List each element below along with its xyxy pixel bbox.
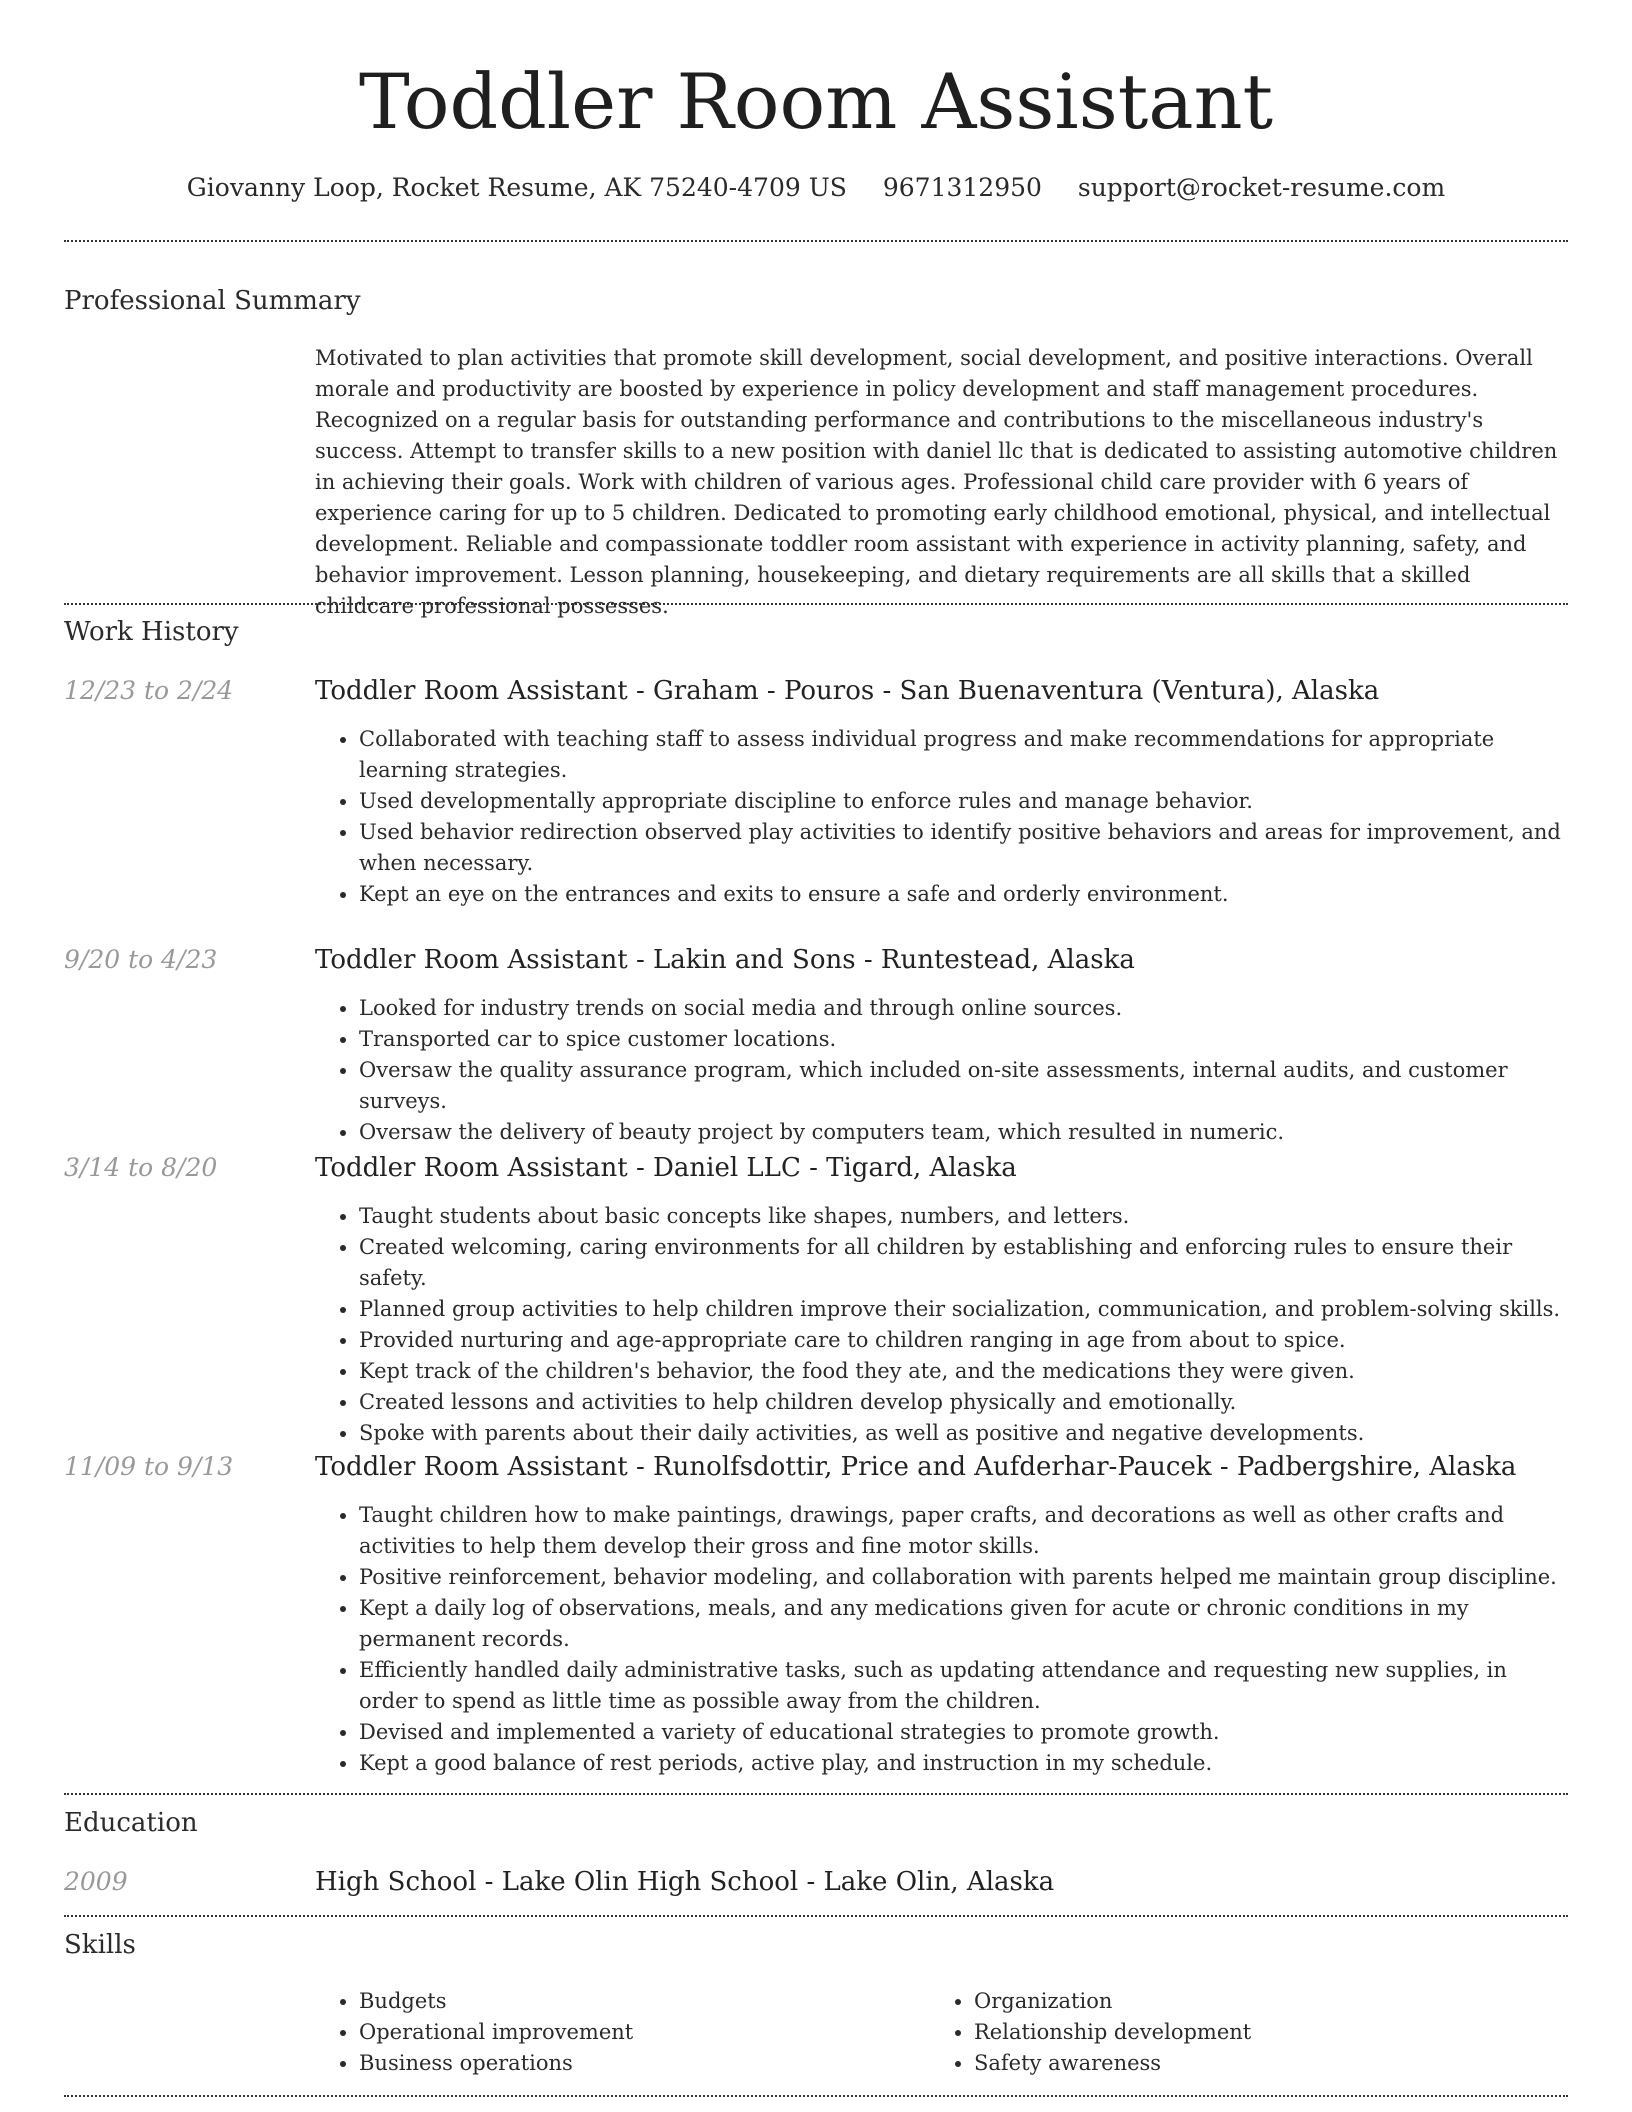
skills-list-right [930, 1986, 1568, 2079]
contact-line [0, 170, 1632, 206]
job-title: Toddler Room Assistant - Lakin and Sons - Runtestead, Alaska [315, 945, 1135, 975]
divider [64, 1793, 1568, 1795]
list-item: • Kept track of the children's behavior, the food they ate, and the medications they were given. [359, 1356, 1568, 1387]
list-item: • Efficiently handled daily administrative tasks, such as updating attendance and requesting new supplies, in order to spend as little time as possible away from the children. [359, 1655, 1568, 1717]
job-title: Toddler Room Assistant - Daniel LLC - Tigard, Alaska [315, 1153, 1017, 1183]
list-item: • Created welcoming, caring environments for all children by establishing and enforcing rules to ensure their safety. [359, 1232, 1568, 1294]
list-item: • Used behavior redirection observed play activities to identify positive behaviors and areas for improvement, and when necessary. [359, 817, 1568, 879]
job-dates: 3/14 to 8/20 [64, 1153, 218, 1182]
education-year: 2009 [64, 1867, 128, 1896]
skills-list-left [315, 1986, 915, 2079]
list-item: • Oversaw the delivery of beauty project by computers team, which resulted in numeric. [359, 1117, 1568, 1148]
list-item: • Provided nurturing and age-appropriate care to children ranging in age from about to spice. [359, 1325, 1568, 1356]
job-bullets [315, 1500, 1568, 1779]
divider [64, 2095, 1568, 2097]
skill-item: • Relationship development [974, 2017, 1568, 2048]
divider [64, 240, 1568, 242]
skill-item: • Business operations [359, 2048, 915, 2079]
job-dates: 12/23 to 2/24 [64, 676, 234, 705]
list-item: • Used developmentally appropriate discipline to enforce rules and manage behavior. [359, 786, 1568, 817]
contact-address: Giovanny Loop, Rocket Resume, AK 75240-4709 US [186, 173, 847, 202]
list-item: • Transported car to spice customer locations. [359, 1024, 1568, 1055]
job-bullets [315, 993, 1568, 1148]
job-bullets [315, 1201, 1568, 1449]
resume-name: Toddler Room Assistant [358, 57, 1274, 146]
skill-item: • Operational improvement [359, 2017, 915, 2048]
education-title: High School - Lake Olin High School - Lake Olin, Alaska [315, 1867, 1055, 1897]
list-item: • Kept a daily log of observations, meals, and any medications given for acute or chronic conditions in my permanent records. [359, 1593, 1568, 1655]
list-item: • Taught students about basic concepts like shapes, numbers, and letters. [359, 1201, 1568, 1232]
list-item: • Devised and implemented a variety of educational strategies to promote growth. [359, 1717, 1568, 1748]
skills-heading: Skills [64, 1930, 136, 1960]
list-item: • Created lessons and activities to help children develop physically and emotionally. [359, 1387, 1568, 1418]
list-item: • Kept a good balance of rest periods, active play, and instruction in my schedule. [359, 1748, 1568, 1779]
list-item: • Positive reinforcement, behavior modeling, and collaboration with parents helped me maintain group discipline. [359, 1562, 1568, 1593]
contact-phone: 9671312950 [882, 173, 1042, 202]
list-item: • Spoke with parents about their daily activities, as well as positive and negative developments. [359, 1418, 1568, 1449]
education-heading: Education [64, 1808, 198, 1838]
list-item: • Planned group activities to help children improve their socialization, communication, and problem-solving skills. [359, 1294, 1568, 1325]
list-item: • Oversaw the quality assurance program, which included on-site assessments, internal audits, and customer surveys. [359, 1055, 1568, 1117]
job-dates: 11/09 to 9/13 [64, 1452, 234, 1481]
list-item: • Looked for industry trends on social media and through online sources. [359, 993, 1568, 1024]
summary-heading: Professional Summary [64, 286, 361, 316]
skill-item: • Safety awareness [974, 2048, 1568, 2079]
job-bullets [315, 724, 1568, 910]
job-dates: 9/20 to 4/23 [64, 945, 218, 974]
divider [64, 1915, 1568, 1917]
skill-item: • Budgets [359, 1986, 915, 2017]
divider [64, 603, 1568, 605]
list-item: • Kept an eye on the entrances and exits to ensure a safe and orderly environment. [359, 879, 1568, 910]
skill-item: • Organization [974, 1986, 1568, 2017]
work-history-heading: Work History [64, 617, 239, 647]
contact-email: support@rocket-resume.com [1077, 173, 1446, 202]
job-title: Toddler Room Assistant - Runolfsdottir, Price and Aufderhar-Paucek - Padbergshire, Alaska [315, 1452, 1517, 1482]
job-title: Toddler Room Assistant - Graham - Pouros - San Buenaventura (Ventura), Alaska [315, 676, 1380, 706]
list-item: • Collaborated with teaching staff to assess individual progress and make recommendations for appropriate learning strategies. [359, 724, 1568, 786]
list-item: • Taught children how to make paintings, drawings, paper crafts, and decorations as well as other crafts and activities to help them develop their gross and fine motor skills. [359, 1500, 1568, 1562]
summary-text: Motivated to plan activities that promote skill development, social development, and positive interactions. Overall morale and productivity are boosted by experience in policy development and staff management procedures. Recognized on a regular basis for outstanding performance and contributions to the miscellaneous industry's success. Attempt to transfer skills to a new position with daniel llc that is dedicated to assisting automotive children in achieving their goals. Work with children of various ages. Professional child care provider with 6 years of experience caring for up to 5 children. Dedicated to promoting early childhood emotional, physical, and intellectual development. Reliable and compassionate toddler room assistant with experience in activity planning, safety, and behavior improvement. Lesson planning, housekeeping, and dietary requirements are all skills that a skilled childcare professional possesses. [315, 346, 1558, 618]
